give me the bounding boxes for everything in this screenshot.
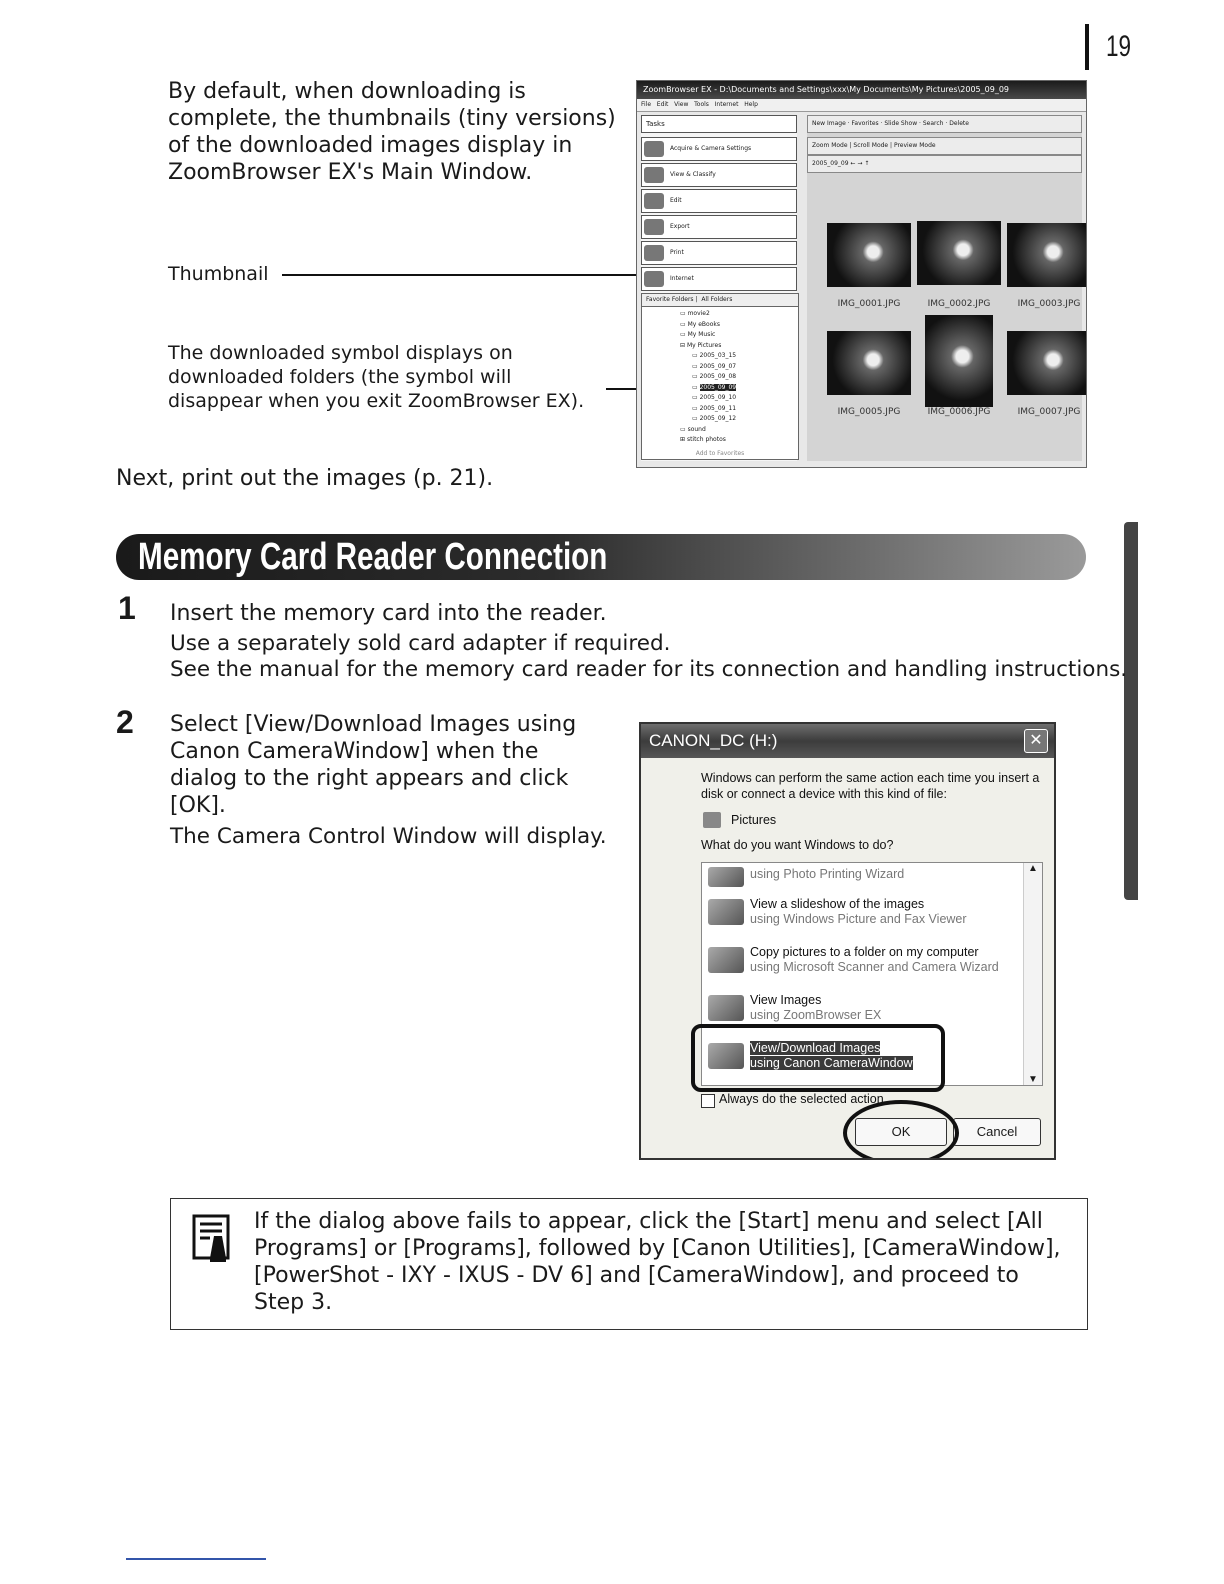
- step-number-1: 1: [118, 590, 136, 626]
- footer-rule: [126, 1558, 266, 1560]
- menu-tools[interactable]: Tools: [694, 101, 709, 108]
- thumbnail-label: IMG_0006.JPG: [927, 407, 991, 417]
- zoombrowser-screenshot: [636, 80, 1087, 468]
- zoombrowser-icon: [708, 995, 744, 1021]
- step-2-body-line: The Camera Control Window will display.: [170, 824, 607, 849]
- task-acquire[interactable]: Acquire & Camera Settings: [641, 137, 797, 161]
- step-2-heading: Select [View/Download Images using Canon CameraWindow] when the dialog to the right appears and click [OK].: [170, 712, 577, 818]
- dialog-title-bar: CANON_DC (H:): [641, 724, 1054, 758]
- pictures-icon: [703, 812, 721, 828]
- tab-zoom-mode[interactable]: Zoom Mode: [812, 142, 848, 149]
- task-print[interactable]: Print: [641, 241, 797, 265]
- tree-node[interactable]: ⊞ stitch photos: [680, 436, 726, 443]
- menu-file[interactable]: File: [641, 101, 652, 108]
- search-button[interactable]: Search: [922, 120, 944, 127]
- globe-icon: [644, 271, 664, 287]
- tab-all-folders[interactable]: All Folders: [701, 296, 733, 303]
- tab-preview-mode[interactable]: Preview Mode: [893, 142, 936, 149]
- step-1-body-line: See the manual for the memory card reader for its connection and handling instructions.: [170, 657, 1128, 682]
- step-1-heading: Insert the memory card into the reader.: [170, 601, 607, 626]
- zoombrowser-menu-bar: [637, 99, 1086, 112]
- menu-view[interactable]: View: [674, 101, 689, 108]
- tree-node[interactable]: ▭ 2005_09_12: [692, 415, 737, 422]
- tree-node[interactable]: ▭ My Music: [680, 331, 716, 338]
- tree-node[interactable]: ▭ sound: [680, 425, 706, 433]
- page-number-divider: [1085, 24, 1089, 70]
- menu-internet[interactable]: Internet: [714, 101, 739, 108]
- new-image-button[interactable]: New Image: [812, 120, 846, 127]
- delete-button[interactable]: Delete: [949, 120, 969, 127]
- thumbnail-image[interactable]: [917, 221, 1001, 285]
- list-scrollbar[interactable]: [1023, 863, 1042, 1085]
- thumbnail-label: IMG_0002.JPG: [927, 299, 991, 309]
- zoombrowser-main-area: [807, 115, 1082, 461]
- task-edit[interactable]: Edit: [641, 189, 797, 213]
- tree-node[interactable]: ⊟ My Pictures: [680, 341, 722, 349]
- tree-node[interactable]: ▭ 2005_09_11: [692, 404, 737, 412]
- scanner-camera-icon: [708, 947, 744, 973]
- thumbnail-image[interactable]: [925, 315, 993, 407]
- mode-bar: Zoom Mode | Scroll Mode | Preview Mode: [807, 137, 1082, 155]
- tree-node-selected[interactable]: ▭ 2005_09_09: [692, 383, 737, 391]
- thumbnail-label: IMG_0001.JPG: [837, 299, 901, 309]
- autoplay-dialog-screenshot: [639, 722, 1056, 1160]
- task-view-classify[interactable]: View & Classify: [641, 163, 797, 187]
- camera-icon: [644, 141, 664, 157]
- menu-edit[interactable]: Edit: [656, 101, 669, 108]
- task-export[interactable]: Export: [641, 215, 797, 239]
- folder-icon: [644, 167, 664, 183]
- slide-show-button[interactable]: Slide Show: [884, 120, 918, 127]
- edit-icon: [644, 193, 664, 209]
- tree-node[interactable]: ▭ My eBooks: [680, 320, 720, 328]
- tab-favorite-folders[interactable]: Favorite Folders: [646, 296, 694, 303]
- thumbnail-image[interactable]: [827, 331, 911, 395]
- dialog-question: What do you want Windows to do?: [701, 838, 894, 852]
- projector-icon: [708, 899, 744, 925]
- step-number-2: 2: [116, 704, 134, 740]
- thumbnail-label: IMG_0007.JPG: [1017, 407, 1081, 417]
- task-internet[interactable]: Internet: [641, 267, 797, 291]
- thumbnail-image[interactable]: [1007, 331, 1087, 395]
- highlight-ring-ok: [843, 1100, 959, 1160]
- ok-button[interactable]: OK: [855, 1118, 947, 1146]
- tree-node[interactable]: ▭ 2005_09_08: [692, 373, 737, 380]
- zoombrowser-toolbar: New Image · Favorites · Slide Show · Search · Delete: [807, 115, 1082, 133]
- note-icon: [192, 1214, 234, 1264]
- tree-node[interactable]: ▭ 2005_03_15: [692, 352, 737, 359]
- next-step-text: Next, print out the images (p. 21).: [116, 466, 494, 491]
- always-do-checkbox[interactable]: [701, 1094, 715, 1108]
- tasks-header[interactable]: Tasks: [641, 115, 797, 133]
- callout-downloaded-symbol: The downloaded symbol displays on downloaded folders (the symbol will disappear when you exit ZoomBrowser EX).: [168, 342, 585, 412]
- action-option-print[interactable]: using Photo Printing Wizard: [708, 865, 1028, 891]
- intro-paragraph: By default, when downloading is complete, the thumbnails (tiny versions) of the downloaded images display in ZoomBrowser EX's Main Window.: [168, 79, 616, 185]
- note-text: If the dialog above fails to appear, click the [Start] menu and select [All Programs] or [Programs], followed by [Canon Utilities], [CameraWindow], [PowerShot - IXY - IXUS - DV 6] and [CameraWindow], and proceed to Step 3.: [254, 1209, 1061, 1315]
- tab-scroll-mode[interactable]: Scroll Mode: [853, 142, 889, 149]
- dialog-intro: Windows can perform the same action each time you insert a disk or connect a device with this kind of file:: [701, 771, 1040, 801]
- action-option-view-images[interactable]: View Images using ZoomBrowser EX: [708, 993, 1028, 1027]
- printer-icon: [644, 245, 664, 261]
- current-folder-label: 2005_09_09: [812, 160, 849, 167]
- callout-thumbnail: Thumbnail: [168, 263, 269, 285]
- cancel-button[interactable]: Cancel: [953, 1118, 1041, 1146]
- scroll-up-icon[interactable]: ▲: [1028, 863, 1038, 874]
- thumbnail-label: IMG_0003.JPG: [1017, 299, 1081, 309]
- tree-node[interactable]: ▭ 2005_09_07: [692, 362, 737, 370]
- tree-node[interactable]: ▭ movie2: [680, 310, 710, 317]
- file-type-label: Pictures: [731, 813, 777, 827]
- thumbnail-label: IMG_0005.JPG: [837, 407, 901, 417]
- close-icon[interactable]: ✕: [1024, 729, 1048, 753]
- folder-tree: [641, 293, 799, 460]
- tree-node[interactable]: ▭ 2005_09_10: [692, 394, 737, 401]
- scroll-down-icon[interactable]: ▼: [1028, 1074, 1038, 1085]
- always-do-label: Always do the selected action: [719, 1092, 884, 1106]
- printer-icon: [708, 867, 744, 887]
- page-number: 19: [1106, 30, 1132, 63]
- menu-help[interactable]: Help: [744, 101, 758, 108]
- highlight-ring-option: [691, 1024, 945, 1092]
- chapter-tab-marker: [1124, 522, 1138, 900]
- action-option-copy[interactable]: Copy pictures to a folder on my computer using Microsoft Scanner and Camera Wizard: [708, 945, 1028, 979]
- thumbnail-image[interactable]: [827, 223, 911, 287]
- action-option-slideshow[interactable]: View a slideshow of the images using Windows Picture and Fax Viewer: [708, 897, 1028, 931]
- folder-tabs: Favorite Folders | All Folders: [642, 294, 798, 307]
- favorites-button[interactable]: Favorites: [851, 120, 879, 127]
- path-bar: 2005_09_09 ← → ↑: [807, 155, 1082, 173]
- section-title: Memory Card Reader Connection: [138, 536, 608, 578]
- thumbnail-image[interactable]: [1007, 223, 1087, 287]
- step-1-body-line: Use a separately sold card adapter if required.: [170, 631, 671, 656]
- zoombrowser-title-bar: ZoomBrowser EX - D:\Documents and Settings\xxx\My Documents\My Pictures\2005_09_09: [637, 81, 1086, 99]
- add-to-favorites[interactable]: Add to Favorites: [695, 450, 745, 457]
- action-option-view-download[interactable]: View/Download Images using Canon CameraWindow: [708, 1041, 1028, 1075]
- export-icon: [644, 219, 664, 235]
